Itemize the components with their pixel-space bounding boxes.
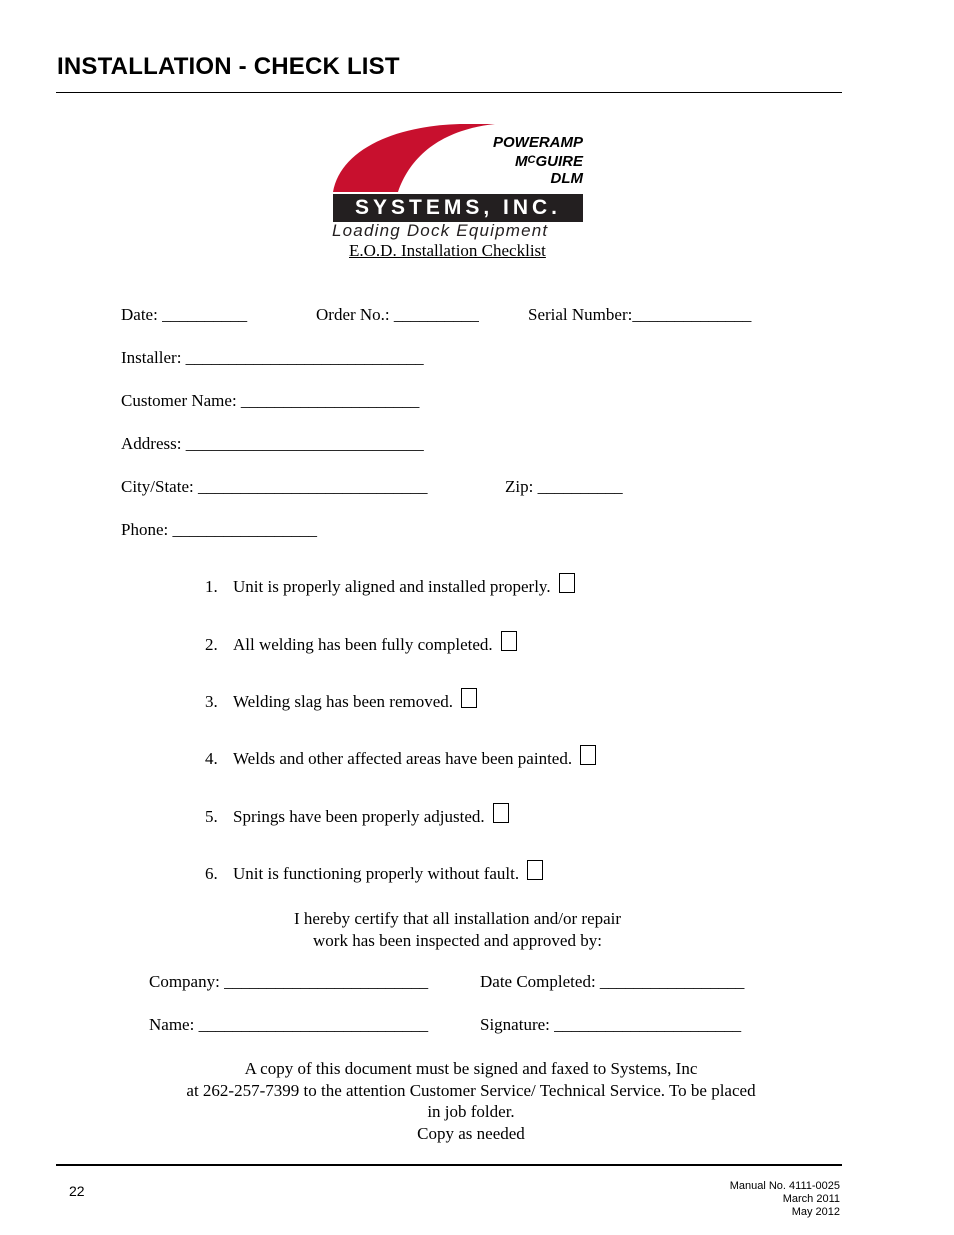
checklist-item: 5. Springs have been properly adjusted. [205, 803, 509, 827]
city-state-field[interactable]: City/State: ___________________________ [121, 477, 428, 496]
logo-systems-bar: SYSTEMS, INC. [333, 194, 583, 222]
checklist-heading: E.O.D. Installation Checklist [349, 241, 546, 260]
header-divider [56, 92, 842, 93]
zip-field[interactable]: Zip: __________ [505, 477, 623, 496]
checklist-item: 1. Unit is properly aligned and installed properly. [205, 573, 575, 597]
certification-statement: I hereby certify that all installation and/or repair work has been inspected and approved by: [293, 909, 622, 950]
customer-name-field[interactable]: Customer Name: _____________________ [121, 391, 420, 410]
checkbox[interactable] [493, 803, 509, 823]
logo-text-dlm: DLM [550, 170, 583, 187]
page-title: INSTALLATION - CHECK LIST [57, 53, 400, 80]
checkbox[interactable] [580, 745, 596, 765]
checkbox[interactable] [527, 860, 543, 880]
checkbox[interactable] [501, 631, 517, 651]
date-field[interactable]: Date: __________ [121, 305, 248, 324]
logo-text-mcguire: $M^CGUIRE$ [515, 153, 583, 170]
date-completed-field[interactable]: Date Completed: _________________ [480, 972, 745, 991]
page-number: 22 [69, 1183, 85, 1199]
order-no-field[interactable]: Order No.: __________ [316, 305, 479, 324]
signature-field[interactable]: Signature: ______________________ [480, 1015, 742, 1034]
checklist-item: 6. Unit is functioning properly without fault. [205, 860, 543, 884]
checklist-item: 3. Welding slag has been removed. [205, 688, 477, 712]
phone-field[interactable]: Phone: _________________ [121, 520, 317, 539]
company-field[interactable]: Company: ________________________ [149, 972, 429, 991]
logo-tagline: Loading Dock Equipment [332, 221, 549, 240]
logo-text-poweramp: POWERAMP [493, 134, 583, 151]
checkbox[interactable] [461, 688, 477, 708]
checkbox[interactable] [559, 573, 575, 593]
fax-notice: A copy of this document must be signed and faxed to Systems, Inc at 262-257-7399 to the attention Customer Service/ Technical Service. To be placed in job folder. Copy as needed [186, 1059, 756, 1143]
checklist-item: 2. All welding has been fully completed. [205, 631, 517, 655]
footer-date-2: May 2012 [791, 1206, 840, 1218]
checklist-item: 4. Welds and other affected areas have been painted. [205, 745, 596, 769]
address-field[interactable]: Address: ____________________________ [121, 434, 424, 453]
installer-field[interactable]: Installer: ____________________________ [121, 348, 424, 367]
name-field[interactable]: Name: ___________________________ [149, 1015, 429, 1034]
footer-divider [56, 1164, 842, 1166]
footer-date-1: March 2011 [782, 1193, 840, 1205]
company-logo [330, 122, 586, 242]
footer-info [730, 1180, 840, 1219]
serial-number-field[interactable]: Serial Number:______________ [528, 305, 752, 324]
manual-number: Manual No. 4111-0025 [729, 1180, 840, 1192]
